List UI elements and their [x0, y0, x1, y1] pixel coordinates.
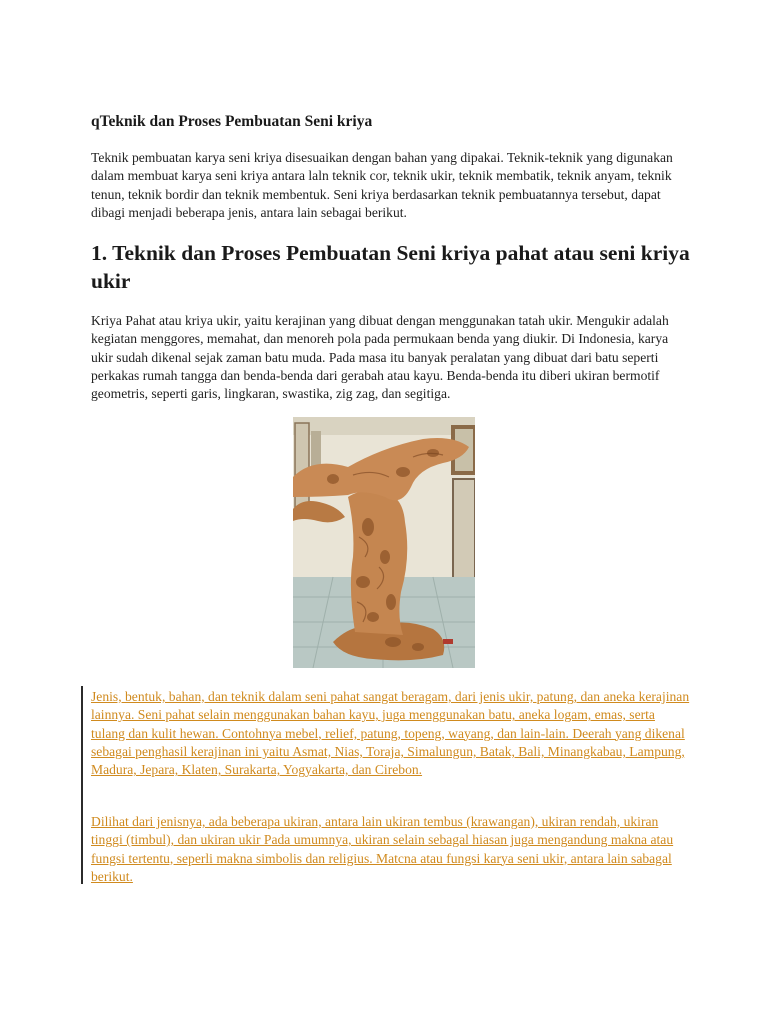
linked-paragraph-2[interactable]: Dilihat dari jenisnya, ada beberapa ukiran, antara lain ukiran tembus (krawangan), ukiran rendah, ukiran tinggi (timbul), dan ukiran ukir Pada umumnya, ukiran selain sebagal hiasan juga mengandung makna atau fungsi tertentu, seperli makna simbolis dan religius. Matcna atau fungsi karya seni ukir, antara lain sabagal berikut. — [91, 814, 674, 884]
linked-paragraph-1[interactable]: Jenis, bentuk, bahan, dan teknik dalam seni pahat sangat beragam, dari jenis ukir, patung, dan aneka kerajinan lainnya. Seni pahat selain menggunakan bahan kayu, juga menggunakan batu, aneka logam, emas, serta tulang dan kulit hewan. Contohnya mebel, relief, patung, topeng, wayang, dan lain-lain. Deerah yang dikenal sebagai penghasil kerajinan ini yaitu Asmat, Nias, Toraja, Simalungun, Batak, Bali, Minangkabau, Lampung, Madura, Jepara, Klaten, Surakarta, Yogyakarta, dan Cirebon. — [91, 689, 690, 778]
kriya-paragraph: Kriya Pahat atau kriya ukir, yaitu kerajinan yang dibuat dengan menggunakan tatah ukir. Mengukir adalah kegiatan menggores, memahat, dan menoreh pola pada permukaan benda yang diukir. Di Indonesia, karya ukir sudah dikenal sejak zaman batu muda. Pada masa itu banyak peralatan yang dibuat dari batu seperti perkakas rumah tangga dan benda-benda dari gerabah atau kayu. Benda-benda itu diberi ukiran bermotif geometris, seperti garis, lingkaran, swastika, zig zag, dan segitiga. — [91, 313, 669, 402]
quote-bar — [81, 686, 83, 884]
wood-carving-photo — [293, 417, 475, 668]
intro-paragraph: Teknik pembuatan karya seni kriya disesuaikan dengan bahan yang dipakai. Teknik-teknik yang digunakan dalam membuat karya seni kriya antara laln teknik cor, teknik ukir, teknik membatik, teknik anyam, teknik tenun, teknik bordir dan teknik membentuk. Seni kriya berdasarkan teknik pembuatannya tersebut, dapat dibagi menjadi beberapa jenis, antara lain sebagai berikut. — [91, 150, 673, 220]
subsection-heading: 1. Teknik dan Proses Pembuatan Seni kriya pahat atau seni kriya ukir — [91, 241, 690, 293]
wood-carving-illustration — [293, 417, 475, 668]
section-heading: qTeknik dan Proses Pembuatan Seni kriya — [91, 113, 373, 130]
